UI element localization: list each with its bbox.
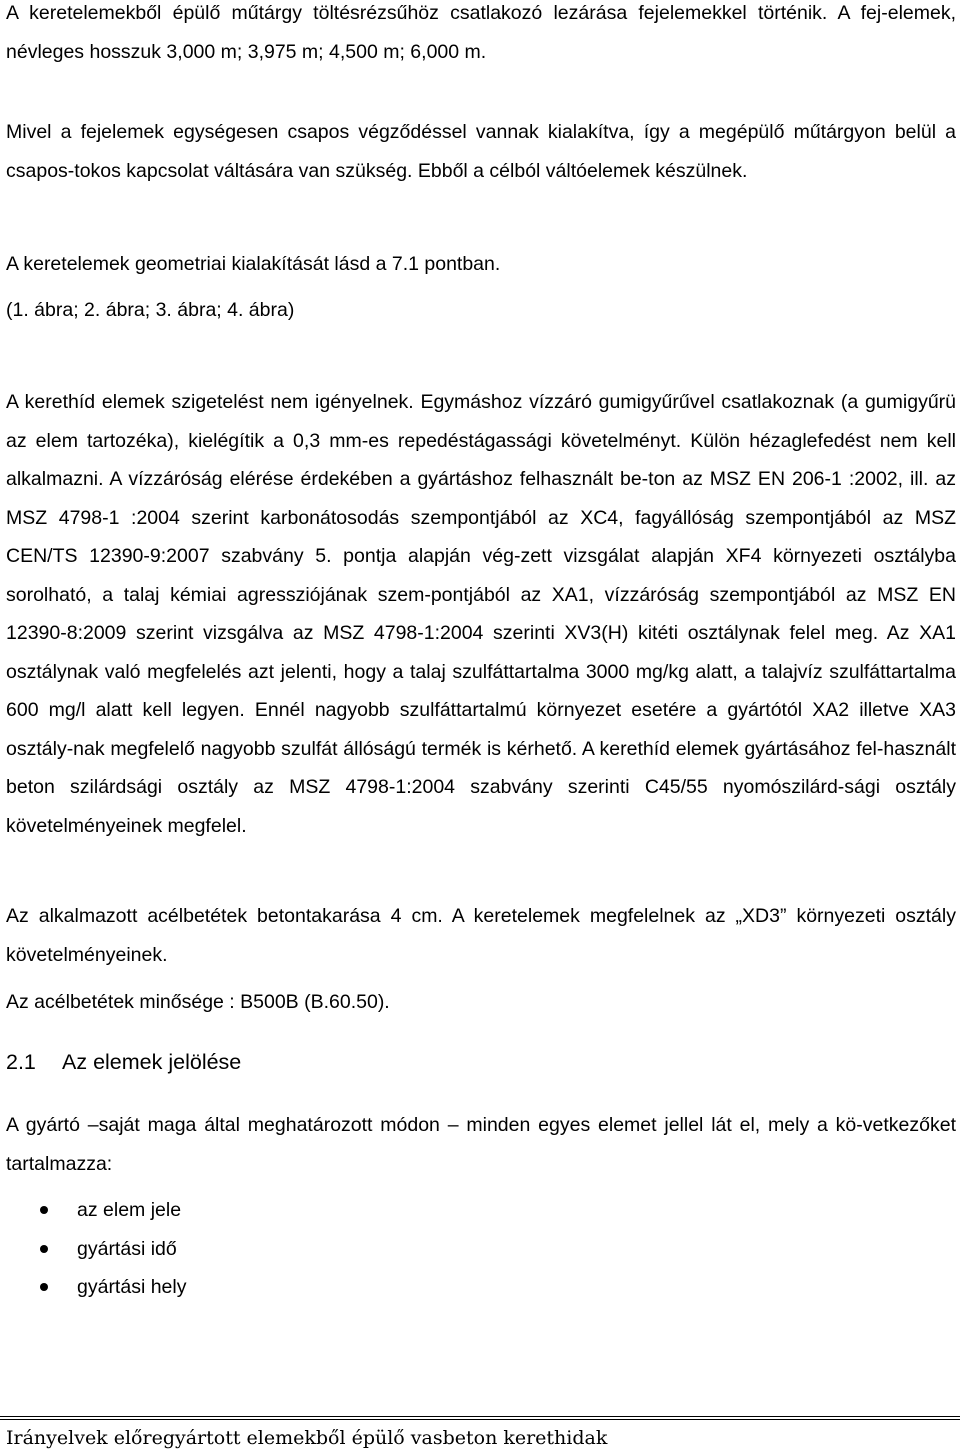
marking-list (6, 1191, 956, 1307)
paragraph-fejelemek: A keretelemekből épülő műtárgy töltésrézsűhöz csatlakozó lezárása fejelemekkel történik. A fej-elemek, névleges hosszuk 3,000 m; 3,975 m; 4,500 m; 6,000 m. (6, 2, 956, 63)
bullet-icon (40, 1245, 48, 1253)
list-item: gyártási hely (6, 1268, 956, 1307)
section-number: 2.1 (6, 1050, 36, 1074)
paragraph-jeloles: A gyártó –saját maga által meghatározott módon – minden egyes elemet jellel lát el, mely a kö-vetkezőket tartalmazza: (6, 1114, 956, 1175)
paragraph-abrak: (1. ábra; 2. ábra; 3. ábra; 4. ábra) (6, 299, 295, 321)
bullet-icon (40, 1206, 48, 1214)
paragraph-acelbetetek: Az acélbetétek minősége : B500B (B.60.50). (6, 991, 390, 1013)
footer-title: Irányelvek előregyártott elemekből épülő vasbeton kerethidak (6, 1427, 608, 1449)
footer-rule (0, 1416, 960, 1420)
bullet-icon (40, 1283, 48, 1291)
paragraph-geometria: A keretelemek geometriai kialakítását lásd a 7.1 pontban. (6, 253, 501, 275)
paragraph-betontakaras: Az alkalmazott acélbetétek betontakarása 4 cm. A keretelemek megfelelnek az „XD3” környezeti osztály követelményeinek. (6, 905, 956, 966)
list-item: gyártási idő (6, 1230, 956, 1269)
paragraph-szigeteles: A kerethíd elemek szigetelést nem igényelnek. Egymáshoz vízzáró gumigyűrűvel csatlakoznak (a gumigyűrü az elem tartozéka), kielégítik a 0,3 mm-es repedéstágassági követelményt. Külön hézaglefedést nem kell alkalmazni. A vízzáróság elérése érdekében a gyártáshoz felhasznált be-ton az MSZ EN 206-1 :2002, ill. az MSZ 4798-1 :2004 szerint karbonátosodás szempontjából az XC4, fagyállóság szempontjából az MSZ CEN/TS 12390-9:2007 szabvány 5. pontja alapján vég-zett vizsgálat alapján XF4 környezeti osztályba sorolható, a talaj kémiai agressziójának szem-pontjából az XA1, vízzáróság szempontjából az MSZ EN 12390-8:2009 szerint vizsgálva az MSZ 4798-1:2004 szerinti XV3(H) kitéti osztálynak felel meg. Az XA1 osztálynak való megfelelés azt jelenti, hogy a talaj szulfáttartalma 3000 mg/kg alatt, a talajvíz szulfáttartalma 600 mg/l alatt kell legyen. Ennél nagyobb szulfáttartalmú környezet esetére a gyártótól XA2 illetve XA3 osztály-nak megfelelő nagyobb szulfát állóságú termék is kérhető. A kerethíd elemek gyártásához fel-használt beton szilárdsági osztály az MSZ 4798-1:2004 szabvány szerinti C45/55 nyomószilárd-sági osztály követelményeinek megfelel. (6, 391, 956, 837)
list-item: az elem jele (6, 1191, 956, 1230)
section-title: Az elemek jelölése (62, 1050, 242, 1074)
paragraph-valtoelemek: Mivel a fejelemek egységesen csapos végződéssel vannak kialakítva, így a megépülő műtárgyon belül a csapos-tokos kapcsolat váltására van szükség. Ebből a célból váltóelemek készülnek. (6, 121, 956, 182)
section-heading (6, 1043, 956, 1081)
